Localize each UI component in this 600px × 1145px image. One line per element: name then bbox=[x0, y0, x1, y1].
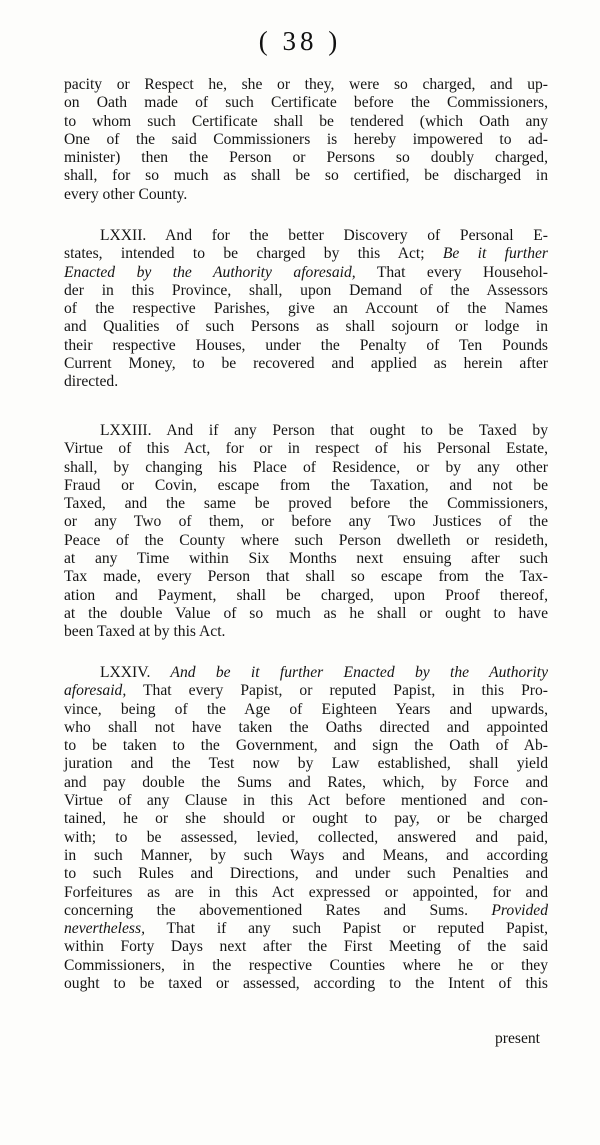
text-line bbox=[64, 422, 548, 440]
italic-text: Provided bbox=[491, 901, 548, 919]
line-text: with; to be assessed, levied, collected, answered and paid, bbox=[64, 828, 548, 846]
line-text: That every Househol- bbox=[355, 263, 548, 281]
text-line bbox=[64, 664, 548, 682]
line-text: who shall not have taken the Oaths directed and appointed bbox=[64, 718, 548, 736]
line-text: tained, he or she should or ought to pay, or be charged bbox=[64, 810, 548, 828]
line-text: ation and Payment, shall be charged, upon Proof thereof, bbox=[64, 586, 548, 604]
text-line bbox=[64, 113, 548, 131]
page-number: ( 38 ) bbox=[258, 26, 342, 56]
text-line bbox=[64, 719, 548, 737]
line-text: shall, by changing his Place of Residence, or by any other bbox=[64, 458, 548, 476]
italic-text: aforesaid, bbox=[64, 682, 127, 700]
line-text: states, intended to be charged by this Act; bbox=[64, 245, 443, 263]
text-line bbox=[64, 355, 548, 373]
line-text: on Oath made of such Certificate before the Commissioners, bbox=[64, 94, 548, 112]
text-line bbox=[64, 337, 548, 355]
line-text: That if any such Papist or reputed Papist, bbox=[144, 920, 548, 938]
text-line bbox=[64, 792, 548, 810]
text-line bbox=[64, 76, 548, 94]
italic-text: And be it further Enacted by the Authority bbox=[150, 664, 548, 681]
line-text: vince, being of the Age of Eighteen Years and upwards, bbox=[64, 700, 548, 718]
line-text: and Qualities of such Persons as shall sojourn or lodge in bbox=[64, 318, 548, 336]
text-line bbox=[64, 300, 548, 318]
text-line bbox=[64, 957, 548, 975]
line-text: Peace of the County where such Person dwelleth or resideth, bbox=[64, 531, 548, 549]
text-line bbox=[64, 902, 548, 920]
line-text: Taxed, and the same be proved before the Commissioners, bbox=[64, 495, 548, 513]
line-text: Current Money, to be recovered and applied as herein after bbox=[64, 355, 548, 373]
text-line bbox=[64, 755, 548, 773]
line-text: their respective Houses, under the Penalty of Ten Pounds bbox=[64, 336, 548, 354]
italic-text: Enacted by the Authority aforesaid, bbox=[64, 263, 356, 281]
text-line bbox=[64, 282, 548, 300]
text-line bbox=[64, 495, 548, 513]
line-text: to whom such Certificate shall be tendered (which Oath any bbox=[64, 112, 548, 130]
text-line bbox=[64, 440, 548, 458]
text-line bbox=[64, 513, 548, 531]
line-text: directed. bbox=[64, 373, 119, 391]
text-line bbox=[64, 920, 548, 938]
line-text: That every Papist, or reputed Papist, in this Pro- bbox=[126, 682, 548, 700]
section-number: LXXIV. bbox=[100, 664, 151, 681]
paragraph-lxxiii bbox=[64, 422, 548, 642]
section-number: LXXIII. bbox=[100, 422, 152, 439]
section-number: LXXII. bbox=[100, 227, 147, 244]
text-line bbox=[64, 550, 548, 568]
line-text: One of the said Commissioners is hereby impowered to ad- bbox=[64, 130, 548, 148]
text-line bbox=[64, 938, 548, 956]
text-line bbox=[64, 149, 548, 167]
text-line bbox=[64, 318, 548, 336]
line-text: Commissioners, in the respective Counties where he or they bbox=[64, 956, 548, 974]
line-text: minister) then the Person or Persons so doubly charged, bbox=[64, 149, 548, 167]
text-line bbox=[64, 131, 548, 149]
catchword: present bbox=[494, 1030, 540, 1047]
text-line bbox=[64, 459, 548, 477]
text-line bbox=[64, 587, 548, 605]
text-line bbox=[64, 682, 548, 700]
text-line bbox=[64, 167, 548, 185]
text-line bbox=[64, 186, 548, 204]
text-line bbox=[64, 532, 548, 550]
line-text: ought to be taxed or assessed, according to the Intent of this bbox=[64, 975, 548, 993]
line-text: every other County. bbox=[64, 185, 188, 203]
text-line bbox=[64, 701, 548, 719]
line-text: at any Time within Six Months next ensuing after such bbox=[64, 550, 548, 568]
text-line bbox=[64, 774, 548, 792]
line-text: at the double Value of so much as he shall or ought to have bbox=[64, 604, 548, 622]
text-line bbox=[64, 373, 548, 391]
text-line bbox=[64, 477, 548, 495]
text-line bbox=[64, 623, 548, 641]
text-line bbox=[64, 737, 548, 755]
line-text: der in this Province, shall, upon Demand of the Assessors bbox=[64, 281, 548, 299]
line-text: Tax made, every Person that shall so escape from the Tax- bbox=[64, 568, 548, 586]
italic-text: Be it further bbox=[442, 245, 548, 263]
line-text: within Forty Days next after the First Meeting of the said bbox=[64, 938, 548, 956]
text-line bbox=[64, 829, 548, 847]
text-line bbox=[64, 245, 548, 263]
text-line bbox=[64, 975, 548, 993]
line-text: Forfeitures as are in this Act expressed or appointed, for and bbox=[64, 883, 548, 901]
line-text: been Taxed at by this Act. bbox=[64, 623, 226, 641]
paragraph-continuation bbox=[64, 76, 548, 204]
text-line bbox=[64, 884, 548, 902]
line-text: or any Two of them, or before any Two Justices of the bbox=[64, 513, 548, 531]
paragraph-lxxii bbox=[64, 227, 548, 392]
text-line bbox=[64, 605, 548, 623]
line-text: Virtue of any Clause in this Act before mentioned and con- bbox=[64, 792, 548, 810]
text-line bbox=[64, 568, 548, 586]
text-line bbox=[64, 865, 548, 883]
catchword-block bbox=[64, 1030, 548, 1048]
text-line bbox=[64, 810, 548, 828]
text-line bbox=[64, 94, 548, 112]
line-text: to such Rules and Directions, and under such Penalties and bbox=[64, 865, 548, 883]
line-text: of the respective Parishes, give an Account of the Names bbox=[64, 300, 548, 318]
line-text: Virtue of this Act, for or in respect of his Personal Estate, bbox=[64, 440, 548, 458]
italic-text: nevertheless, bbox=[64, 920, 145, 938]
line-text: And for the better Discovery of Personal E- bbox=[146, 227, 548, 244]
line-text: Fraud or Covin, escape from the Taxation, and not be bbox=[64, 476, 548, 494]
text-line bbox=[64, 264, 548, 282]
line-text: And if any Person that ought to be Taxed by bbox=[151, 422, 548, 439]
text-line bbox=[64, 227, 548, 245]
line-text: juration and the Test now by Law established, shall yield bbox=[64, 755, 548, 773]
text-line bbox=[64, 847, 548, 865]
line-text: to be taken to the Government, and sign the Oath of Ab- bbox=[64, 737, 548, 755]
line-text: pacity or Respect he, she or they, were so charged, and up- bbox=[64, 76, 548, 93]
line-text: in such Manner, by such Ways and Means, and according bbox=[64, 846, 548, 864]
line-text: shall, for so much as shall be so certified, be discharged in bbox=[64, 167, 548, 185]
line-text: and pay double the Sums and Rates, which, by Force and bbox=[64, 773, 548, 791]
paragraph-lxxiv bbox=[64, 664, 548, 993]
line-text: concerning the abovementioned Rates and Sums. bbox=[64, 901, 492, 919]
